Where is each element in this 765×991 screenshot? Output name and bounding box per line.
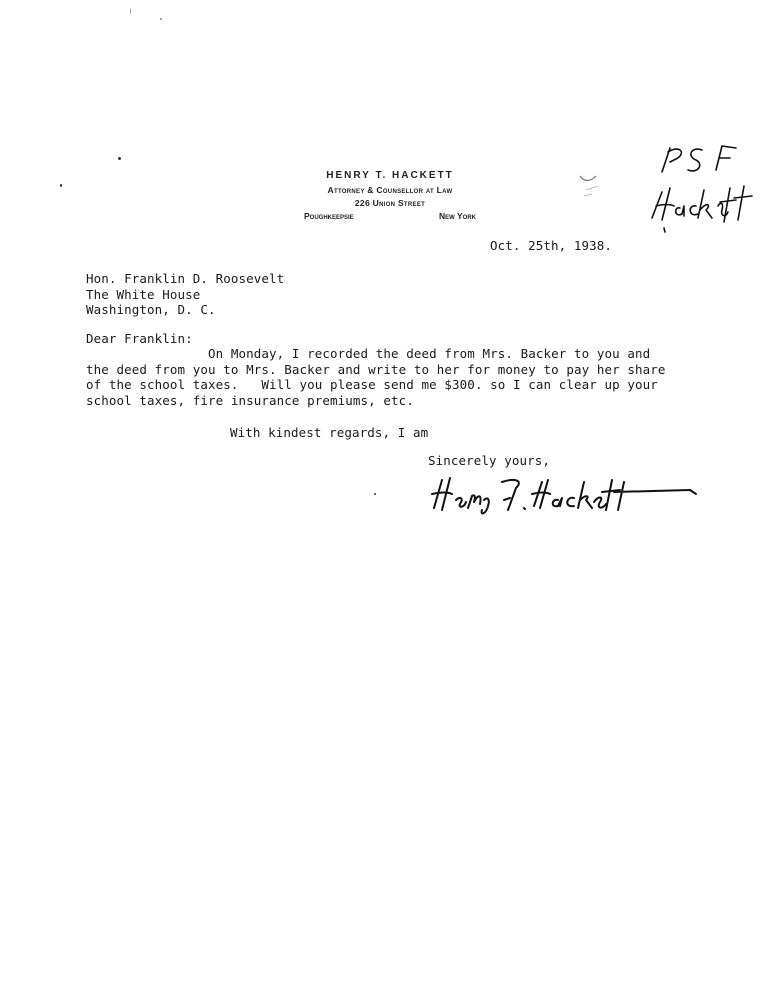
letterhead-city: Poughkeepsie: [304, 211, 354, 221]
body-line: On Monday, I recorded the deed from Mrs. Backer to you and: [86, 346, 651, 361]
scan-speck: [130, 8, 131, 14]
recipient-line: The White House: [86, 286, 201, 302]
recipient-address: [86, 271, 284, 318]
letterhead-street: 226 Union Street: [354, 198, 426, 208]
scan-speck: [160, 18, 162, 20]
scan-speck: [60, 184, 62, 187]
handwritten-file-annotation: [640, 140, 760, 235]
recipient-line: Washington, D. C.: [86, 302, 216, 317]
letterhead: [300, 170, 480, 223]
body-line: the deed from you to Mrs. Backer and write to her for money to pay her share: [86, 361, 666, 377]
scan-speck: [118, 157, 121, 160]
letterhead-city-line: [300, 210, 480, 223]
letterhead-state: New York: [438, 211, 476, 221]
closing-line: Sincerely yours,: [428, 453, 551, 468]
faint-mark: [578, 170, 608, 200]
letterhead-title: Attorney & Counsellor at Law: [327, 185, 453, 195]
letterhead-name: HENRY T. HACKETT: [326, 170, 454, 181]
salutation: Dear Franklin:: [86, 331, 193, 346]
scan-speck: [374, 493, 376, 495]
signature: [428, 470, 698, 520]
body-line: of the school taxes. Will you please send me $300. so I can clear up your: [86, 377, 658, 392]
letter-body: [86, 346, 666, 408]
regards-line: With kindest regards, I am: [230, 425, 429, 440]
letter-date: Oct. 25th, 1938.: [490, 238, 613, 253]
recipient-line: Hon. Franklin D. Roosevelt: [86, 271, 285, 286]
body-line: school taxes, fire insurance premiums, etc.: [86, 392, 414, 408]
